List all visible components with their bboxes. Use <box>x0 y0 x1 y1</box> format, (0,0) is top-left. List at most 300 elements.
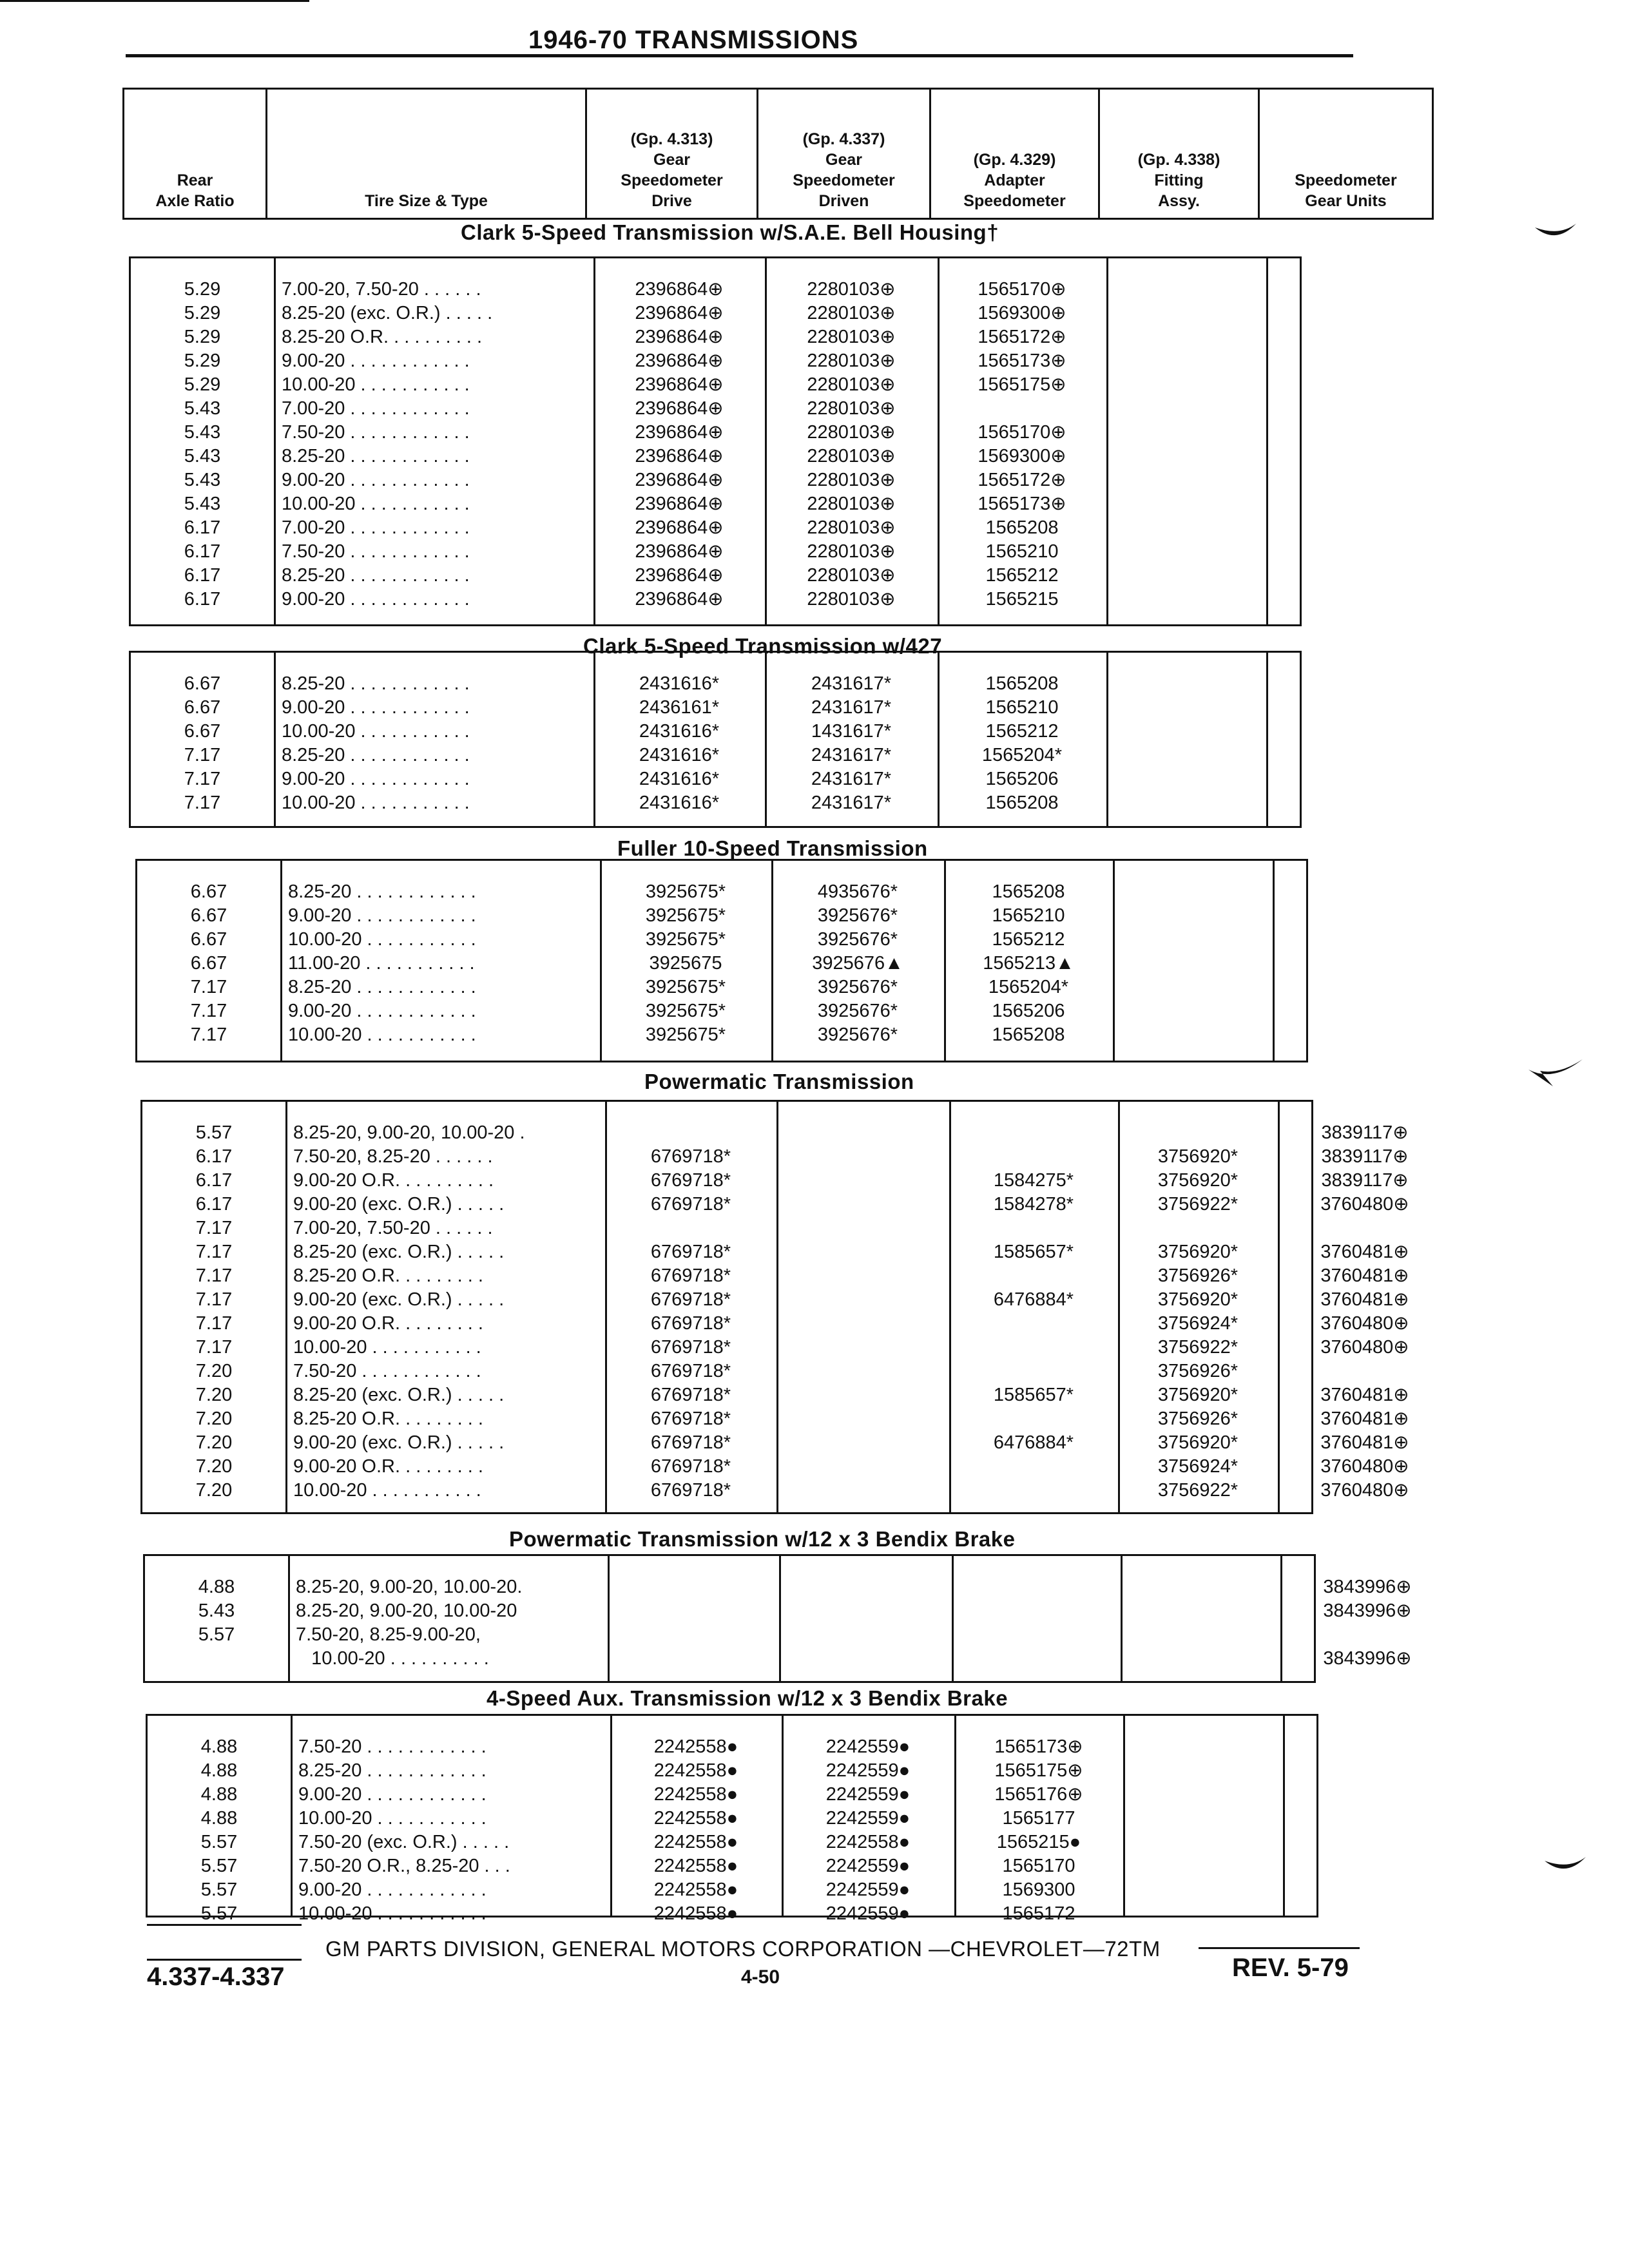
gear-drive-cell: 6769718* <box>650 1313 731 1334</box>
gear-driven-cell: 2431617* <box>811 673 892 694</box>
adapter-cell <box>957 1336 1110 1360</box>
gear-drive-cell: 2431616* <box>639 793 720 813</box>
axle-ratio-cell: 4.88 <box>200 1808 238 1829</box>
gear-drive-cell: 2242558● <box>653 1808 738 1829</box>
section-table-powermatic <box>140 1100 1409 1514</box>
tire-column <box>296 1575 600 1671</box>
gear-drive-cell: 2396864⊕ <box>635 398 724 419</box>
axle-ratio-cell: 7.20 <box>195 1408 233 1429</box>
gear-units-cell: 3839117⊕ <box>1321 1170 1409 1191</box>
adapter-cell: 1565210 <box>985 697 1059 718</box>
section-title-clark-bell: Clark 5-Speed Transmission w/S.A.E. Bell Housing† <box>461 220 999 244</box>
tire-size-cell: 8.25-20 . . . . . . . . . . . . <box>282 565 470 586</box>
adapter-cell: 1565208 <box>985 793 1059 813</box>
axle-ratio-cell: 6.67 <box>184 721 221 742</box>
axle-ratio-cell: 4.88 <box>200 1760 238 1781</box>
fitting-cell: 3756920* <box>1157 1170 1239 1191</box>
axle-ratio-cell: 6.17 <box>184 517 221 538</box>
column-divider <box>285 1102 287 1512</box>
gear-driven-cell: 3925676* <box>817 1024 898 1045</box>
gear-units-cell <box>1288 1623 1447 1647</box>
gear-drive-cell: 2242558● <box>653 1760 738 1781</box>
gear-driven-cell: 2280103⊕ <box>807 327 896 347</box>
axle-ratio-cell: 7.17 <box>195 1313 233 1334</box>
gear-drive-cell: 6769718* <box>650 1194 731 1215</box>
gear-driven-cell: 2280103⊕ <box>807 374 896 395</box>
header-axle-ratio: Rear Axle Ratio <box>155 171 235 210</box>
column-divider <box>949 1102 951 1512</box>
gear-driven-cell: 2242559● <box>825 1736 911 1757</box>
section-table-fuller-10 <box>135 859 1308 1062</box>
tire-size-cell: 7.00-20 . . . . . . . . . . . . <box>282 398 470 419</box>
axle-ratio-cell: 4.88 <box>198 1577 235 1597</box>
section-title-clark-427: Clark 5-Speed Transmission w/427 <box>583 634 943 658</box>
tire-size-cell: 11.00-20 . . . . . . . . . . . <box>288 953 475 974</box>
drive-column <box>608 880 764 1047</box>
section-title-powermatic: Powermatic Transmission <box>644 1070 914 1093</box>
gear-units-cell: 3760480⊕ <box>1320 1456 1409 1477</box>
fitting-cell <box>1126 1121 1270 1145</box>
tire-size-cell: 9.00-20 . . . . . . . . . . . . <box>282 769 470 789</box>
adapter-cell <box>957 1479 1110 1503</box>
axle-column <box>153 1575 280 1671</box>
axle-column <box>139 672 266 815</box>
gear-drive-cell: 2431616* <box>639 745 720 765</box>
column-divider <box>610 1716 612 1916</box>
adapter-cell: 1565173⊕ <box>994 1736 1083 1757</box>
axle-ratio-cell: 7.17 <box>195 1289 233 1310</box>
adapter-cell: 1585657* <box>993 1242 1074 1262</box>
gear-units-cell: 3839117⊕ <box>1321 1146 1409 1167</box>
axle-ratio-cell: 7.20 <box>195 1480 233 1501</box>
gear-drive-cell: 2242558● <box>653 1784 738 1805</box>
tire-size-cell: 9.00-20 O.R. . . . . . . . . <box>293 1313 483 1334</box>
column-divider <box>593 653 595 826</box>
binder-mark-2 <box>1527 1057 1585 1089</box>
axle-ratio-cell: 7.17 <box>195 1337 233 1358</box>
tire-size-cell: 8.25-20 (exc. O.R.) . . . . . <box>293 1242 505 1262</box>
footer-rule-left-low <box>147 1959 302 1961</box>
gear-drive-cell: 6769718* <box>650 1456 731 1477</box>
adapter-cell: 1584278* <box>993 1194 1074 1215</box>
fitting-cell <box>1126 1216 1270 1240</box>
gear-driven-cell: 2242559● <box>825 1808 911 1829</box>
gear-driven-cell: 3925676* <box>817 905 898 926</box>
tire-size-cell: 8.25-20, 9.00-20, 10.00-20 . <box>293 1122 525 1143</box>
header-tire-size: Tire Size & Type <box>267 89 586 219</box>
gear-units-cell <box>1286 1216 1444 1240</box>
column-divider <box>288 1556 290 1681</box>
gear-units-cell <box>1286 1360 1444 1383</box>
gear-units-cell: 3760480⊕ <box>1320 1337 1409 1358</box>
binder-mark-1 <box>1534 222 1579 248</box>
axle-ratio-cell: 7.17 <box>184 793 221 813</box>
axle-ratio-cell: 5.43 <box>184 422 221 443</box>
axle-ratio-cell: 6.17 <box>195 1194 233 1215</box>
tire-size-cell: 7.50-20 . . . . . . . . . . . . <box>282 541 470 562</box>
tire-column <box>282 278 586 611</box>
adapter-cell: 1569300⊕ <box>978 446 1066 466</box>
gear-drive-cell: 2396864⊕ <box>635 565 724 586</box>
gear-drive-cell: 3925675* <box>645 905 726 926</box>
axle-ratio-cell: 5.57 <box>200 1903 238 1924</box>
tire-column <box>298 1735 602 1926</box>
adapter-cell <box>957 1455 1110 1479</box>
header-gear-drive: (Gp. 4.313) Gear Speedometer Drive <box>586 89 758 219</box>
section-title-fuller-10: Fuller 10-Speed Transmission <box>617 836 928 860</box>
gear-units-cell: 3843996⊕ <box>1323 1577 1412 1597</box>
axle-ratio-cell <box>153 1647 280 1671</box>
gear-drive-cell: 2396864⊕ <box>635 494 724 514</box>
tire-size-cell: 9.00-20 . . . . . . . . . . . . <box>298 1879 487 1900</box>
footer-revision: REV. 5-79 <box>1232 1954 1349 1982</box>
column-divider <box>1266 653 1268 826</box>
axle-ratio-cell: 6.67 <box>184 697 221 718</box>
column-divider <box>765 258 767 624</box>
axle-ratio-cell: 6.67 <box>190 953 227 974</box>
corner-rule <box>0 0 309 2</box>
adapter-column <box>945 278 1099 611</box>
page-title: 1946-70 TRANSMISSIONS <box>528 26 859 54</box>
adapter-cell: 1565177 <box>1002 1808 1075 1829</box>
gear-drive-cell: 2242558● <box>653 1903 738 1924</box>
gear-drive-cell <box>613 1121 769 1145</box>
axle-ratio-cell: 5.43 <box>184 446 221 466</box>
axle-ratio-cell: 5.43 <box>184 494 221 514</box>
gear-driven-cell: 2431617* <box>811 793 892 813</box>
fitting-cell: 3756924* <box>1157 1456 1239 1477</box>
fitting-cell: 3756920* <box>1157 1432 1239 1453</box>
gear-drive-cell: 2396864⊕ <box>635 327 724 347</box>
axle-ratio-cell: 7.17 <box>195 1242 233 1262</box>
section-table-4speed-aux <box>146 1714 1318 1924</box>
axle-ratio-cell: 7.20 <box>195 1385 233 1405</box>
column-divider <box>779 1556 781 1681</box>
gear-driven-cell: 2431617* <box>811 769 892 789</box>
axle-ratio-cell: 6.67 <box>190 881 227 902</box>
tire-size-cell: 10.00-20 . . . . . . . . . . . <box>282 494 470 514</box>
fitting-cell: 3756920* <box>1157 1385 1239 1405</box>
gear-units-cell: 3760481⊕ <box>1320 1265 1409 1286</box>
gear-drive-cell: 2242558● <box>653 1879 738 1900</box>
axle-ratio-cell: 6.67 <box>184 673 221 694</box>
adapter-column <box>952 880 1105 1047</box>
title-rule <box>126 54 1353 57</box>
axle-ratio-cell: 5.43 <box>198 1600 235 1621</box>
tire-size-cell: 8.25-20, 9.00-20, 10.00-20. <box>296 1577 523 1597</box>
gear-units-cell: 3760480⊕ <box>1320 1313 1409 1334</box>
gear-driven-cell: 2280103⊕ <box>807 589 896 610</box>
column-divider <box>1113 861 1115 1061</box>
gear-driven-cell: 2242559● <box>825 1879 911 1900</box>
adapter-cell: 1565172⊕ <box>978 327 1066 347</box>
axle-ratio-cell: 5.29 <box>184 279 221 300</box>
axle-ratio-cell: 5.43 <box>184 398 221 419</box>
tire-size-cell: 8.25-20 (exc. O.R.) . . . . . <box>282 303 493 323</box>
gear-units-cell: 3839117⊕ <box>1321 1122 1409 1143</box>
gear-drive-cell: 2436161* <box>639 697 720 718</box>
gear-driven-cell: 2280103⊕ <box>807 470 896 490</box>
gear-driven-cell: 2280103⊕ <box>807 565 896 586</box>
axle-ratio-cell: 5.57 <box>198 1624 235 1645</box>
adapter-cell <box>957 1312 1110 1336</box>
axle-ratio-cell: 5.57 <box>200 1832 238 1852</box>
gear-drive-cell: 6769718* <box>650 1408 731 1429</box>
units-column <box>1288 1575 1447 1671</box>
gear-drive-cell: 6769718* <box>650 1289 731 1310</box>
axle-column <box>155 1735 283 1926</box>
tire-size-cell: 8.25-20 (exc. O.R.) . . . . . <box>293 1385 505 1405</box>
tire-size-cell: 7.50-20, 8.25-9.00-20, <box>296 1624 481 1645</box>
fitting-cell: 3756926* <box>1157 1408 1239 1429</box>
adapter-cell: 1565206 <box>985 769 1059 789</box>
adapter-cell <box>957 1360 1110 1383</box>
axle-ratio-cell: 6.67 <box>190 905 227 926</box>
tire-size-cell: 10.00-20 . . . . . . . . . . . <box>298 1808 487 1829</box>
gear-drive-cell: 2431616* <box>639 673 720 694</box>
gear-units-cell: 3760481⊕ <box>1320 1242 1409 1262</box>
adapter-cell <box>957 1121 1110 1145</box>
tire-size-cell: 8.25-20, 9.00-20, 10.00-20 <box>296 1600 517 1621</box>
fitting-cell: 3756922* <box>1157 1480 1239 1501</box>
column-divider <box>938 653 940 826</box>
axle-ratio-cell: 5.57 <box>200 1856 238 1876</box>
tire-size-cell: 8.25-20 . . . . . . . . . . . . <box>288 977 476 997</box>
gear-driven-cell: 2242559● <box>825 1784 911 1805</box>
column-divider <box>1106 653 1108 826</box>
header-gear-units: Speedometer Gear Units <box>1259 89 1433 219</box>
axle-ratio-cell: 6.17 <box>184 541 221 562</box>
adapter-cell: 1584275* <box>993 1170 1074 1191</box>
axle-ratio-cell: 5.29 <box>184 374 221 395</box>
axle-column <box>150 1121 278 1503</box>
gear-driven-cell: 3925676* <box>817 1001 898 1021</box>
tire-size-cell: 10.00-20 . . . . . . . . . . . <box>288 929 476 950</box>
column-divider <box>1273 861 1275 1061</box>
gear-driven-cell: 2280103⊕ <box>807 422 896 443</box>
drive-column <box>601 278 757 611</box>
tire-size-cell: 9.00-20 . . . . . . . . . . . . <box>282 470 470 490</box>
adapter-cell: 1565175⊕ <box>994 1760 1083 1781</box>
axle-ratio-cell: 7.17 <box>190 977 227 997</box>
axle-ratio-cell: 5.29 <box>184 303 221 323</box>
adapter-column <box>945 672 1099 815</box>
units-column <box>1286 1121 1444 1503</box>
tire-size-cell: 9.00-20 . . . . . . . . . . . . <box>298 1784 487 1805</box>
gear-drive-cell: 2396864⊕ <box>635 422 724 443</box>
gear-driven-cell: 2280103⊕ <box>807 446 896 466</box>
column-header-table <box>122 88 1434 220</box>
column-divider <box>280 861 282 1061</box>
gear-driven-cell: 3925676▲ <box>812 953 903 974</box>
gear-drive-cell: 6769718* <box>650 1242 731 1262</box>
gear-driven-cell: 2280103⊕ <box>807 351 896 371</box>
footer-code: 4.337-4.337 <box>147 1963 285 1991</box>
tire-column <box>282 672 586 815</box>
header-fitting: (Gp. 4.338) Fitting Assy. <box>1099 89 1259 219</box>
axle-ratio-cell: 6.67 <box>190 929 227 950</box>
gear-drive-cell: 2396864⊕ <box>635 374 724 395</box>
gear-drive-cell: 6769718* <box>650 1146 731 1167</box>
column-divider <box>608 1556 610 1681</box>
tire-size-cell: 7.00-20 . . . . . . . . . . . . <box>282 517 470 538</box>
tire-size-cell: 7.00-20, 7.50-20 . . . . . . <box>293 1218 493 1238</box>
section-table-clark-bell <box>129 256 1302 626</box>
column-divider <box>274 653 276 826</box>
adapter-cell: 1569300⊕ <box>978 303 1066 323</box>
tire-size-cell: 8.25-20 . . . . . . . . . . . . <box>298 1760 487 1781</box>
column-divider <box>954 1716 956 1916</box>
column-divider <box>938 258 940 624</box>
fitting-cell: 3756920* <box>1157 1146 1239 1167</box>
axle-ratio-cell: 4.88 <box>200 1736 238 1757</box>
tire-size-cell: 8.25-20 . . . . . . . . . . . . <box>282 446 470 466</box>
axle-ratio-cell: 6.17 <box>195 1170 233 1191</box>
fitting-cell: 3756924* <box>1157 1313 1239 1334</box>
tire-size-cell: 7.50-20 . . . . . . . . . . . . <box>293 1361 481 1381</box>
gear-drive-cell: 3925675* <box>645 977 726 997</box>
gear-driven-cell: 2280103⊕ <box>807 494 896 514</box>
gear-driven-cell: 2431617* <box>811 697 892 718</box>
adapter-cell: 1565208 <box>985 517 1059 538</box>
adapter-column <box>962 1735 1115 1926</box>
adapter-cell: 1565172 <box>1002 1903 1075 1924</box>
adapter-cell: 1565208 <box>992 881 1065 902</box>
gear-driven-cell: 1431617* <box>811 721 892 742</box>
gear-drive-cell: 6769718* <box>650 1265 731 1286</box>
section-table-clark-427 <box>129 651 1302 828</box>
gear-drive-cell: 2396864⊕ <box>635 279 724 300</box>
tire-size-cell: 7.50-20 . . . . . . . . . . . . <box>282 422 470 443</box>
gear-drive-cell: 6769718* <box>650 1480 731 1501</box>
axle-ratio-cell: 7.17 <box>190 1024 227 1045</box>
footer-page-number: 4-50 <box>741 1966 780 1988</box>
axle-column <box>139 278 266 611</box>
gear-units-cell: 3843996⊕ <box>1323 1600 1412 1621</box>
gear-drive-cell: 6769718* <box>650 1385 731 1405</box>
gear-drive-cell: 6769718* <box>650 1337 731 1358</box>
gear-drive-cell: 2396864⊕ <box>635 303 724 323</box>
gear-units-cell: 3760481⊕ <box>1320 1408 1409 1429</box>
gear-driven-cell: 3925676* <box>817 929 898 950</box>
column-divider <box>1266 258 1268 624</box>
axle-ratio-cell: 5.43 <box>184 470 221 490</box>
tire-size-cell: 8.25-20 O.R. . . . . . . . . . <box>282 327 483 347</box>
tire-size-cell: 10.00-20 . . . . . . . . . . . <box>298 1903 487 1924</box>
axle-ratio-cell: 5.57 <box>200 1879 238 1900</box>
gear-drive-cell: 6769718* <box>650 1361 731 1381</box>
tire-size-cell: 10.00-20 . . . . . . . . . . <box>296 1648 489 1669</box>
adapter-cell <box>957 1264 1110 1288</box>
tire-size-cell: 9.00-20 O.R. . . . . . . . . <box>293 1456 483 1477</box>
tire-size-cell: 8.25-20 . . . . . . . . . . . . <box>282 673 470 694</box>
adapter-column <box>957 1121 1110 1503</box>
gear-units-cell: 3843996⊕ <box>1323 1648 1412 1669</box>
adapter-cell: 1565170 <box>1002 1856 1075 1876</box>
adapter-cell: 1565170⊕ <box>978 279 1066 300</box>
driven-column <box>779 880 936 1047</box>
axle-ratio-cell: 5.29 <box>184 351 221 371</box>
footer-rule-left <box>147 1924 302 1926</box>
gear-units-cell: 3760481⊕ <box>1320 1289 1409 1310</box>
fitting-cell: 3756922* <box>1157 1337 1239 1358</box>
axle-ratio-cell: 5.29 <box>184 327 221 347</box>
adapter-cell <box>957 1145 1110 1169</box>
binder-mark-3 <box>1543 1856 1588 1881</box>
section-table-powermatic-bendix <box>143 1554 1412 1683</box>
gear-driven-cell: 2280103⊕ <box>807 517 896 538</box>
adapter-cell: 1565206 <box>992 1001 1065 1021</box>
adapter-cell: 1565210 <box>992 905 1065 926</box>
gear-driven-cell: 2280103⊕ <box>807 279 896 300</box>
adapter-cell: 1565170⊕ <box>978 422 1066 443</box>
tire-size-cell: 8.25-20 O.R. . . . . . . . . <box>293 1408 483 1429</box>
gear-drive-cell: 2242558● <box>653 1736 738 1757</box>
gear-drive-cell <box>613 1216 769 1240</box>
tire-size-cell: 9.00-20 (exc. O.R.) . . . . . <box>293 1432 505 1453</box>
axle-ratio-cell: 7.17 <box>184 745 221 765</box>
column-divider <box>605 1102 607 1512</box>
tire-size-cell: 8.25-20 O.R. . . . . . . . . <box>293 1265 483 1286</box>
tire-size-cell: 9.00-20 . . . . . . . . . . . . <box>288 905 476 926</box>
fitting-cell: 3756920* <box>1157 1289 1239 1310</box>
adapter-cell <box>945 397 1099 421</box>
column-divider <box>944 861 946 1061</box>
gear-drive-cell: 2396864⊕ <box>635 517 724 538</box>
section-title-powermatic-bendix: Powermatic Transmission w/12 x 3 Bendix Brake <box>509 1527 1016 1551</box>
adapter-cell: 1565172⊕ <box>978 470 1066 490</box>
adapter-cell: 1565173⊕ <box>978 351 1066 371</box>
gear-drive-cell: 3925675* <box>645 1024 726 1045</box>
gear-drive-cell: 6769718* <box>650 1170 731 1191</box>
adapter-cell: 1565204* <box>988 977 1069 997</box>
tire-size-cell: 9.00-20 O.R. . . . . . . . . . <box>293 1170 494 1191</box>
driven-column <box>789 1735 947 1926</box>
gear-units-cell: 3760481⊕ <box>1320 1432 1409 1453</box>
adapter-cell: 1565176⊕ <box>994 1784 1083 1805</box>
fitting-cell: 3756922* <box>1157 1194 1239 1215</box>
tire-size-cell: 7.50-20 . . . . . . . . . . . . <box>298 1736 487 1757</box>
axle-ratio-cell: 6.17 <box>195 1146 233 1167</box>
adapter-cell: 1565175⊕ <box>978 374 1066 395</box>
section-title-4speed-aux: 4-Speed Aux. Transmission w/12 x 3 Bendix Brake <box>487 1686 1008 1710</box>
tire-column <box>293 1121 597 1503</box>
gear-units-cell: 3760481⊕ <box>1320 1385 1409 1405</box>
gear-drive-cell: 2396864⊕ <box>635 589 724 610</box>
gear-driven-cell: 4935676* <box>817 881 898 902</box>
tire-size-cell: 9.00-20 (exc. O.R.) . . . . . <box>293 1289 505 1310</box>
adapter-cell: 1565213▲ <box>983 953 1074 974</box>
driven-column <box>773 672 930 815</box>
column-divider <box>600 861 602 1061</box>
tire-size-cell: 9.00-20 . . . . . . . . . . . . <box>282 697 470 718</box>
gear-driven-cell: 2242559● <box>825 1760 911 1781</box>
tire-size-cell: 10.00-20 . . . . . . . . . . . <box>293 1337 481 1358</box>
column-divider <box>952 1556 954 1681</box>
fitting-column <box>1126 1121 1270 1503</box>
gear-drive-cell: 2431616* <box>639 721 720 742</box>
gear-driven-cell: 2280103⊕ <box>807 303 896 323</box>
footer-publisher: GM PARTS DIVISION, GENERAL MOTORS CORPORATION —CHEVROLET—72TM <box>325 1937 1161 1961</box>
column-divider <box>1280 1556 1282 1681</box>
axle-ratio-cell: 7.20 <box>195 1432 233 1453</box>
driven-column <box>773 278 930 611</box>
adapter-cell: 1565212 <box>985 721 1059 742</box>
axle-ratio-cell: 7.20 <box>195 1361 233 1381</box>
gear-drive-cell: 3925675* <box>645 881 726 902</box>
drive-column <box>601 672 757 815</box>
adapter-cell: 1565215● <box>996 1832 1081 1852</box>
